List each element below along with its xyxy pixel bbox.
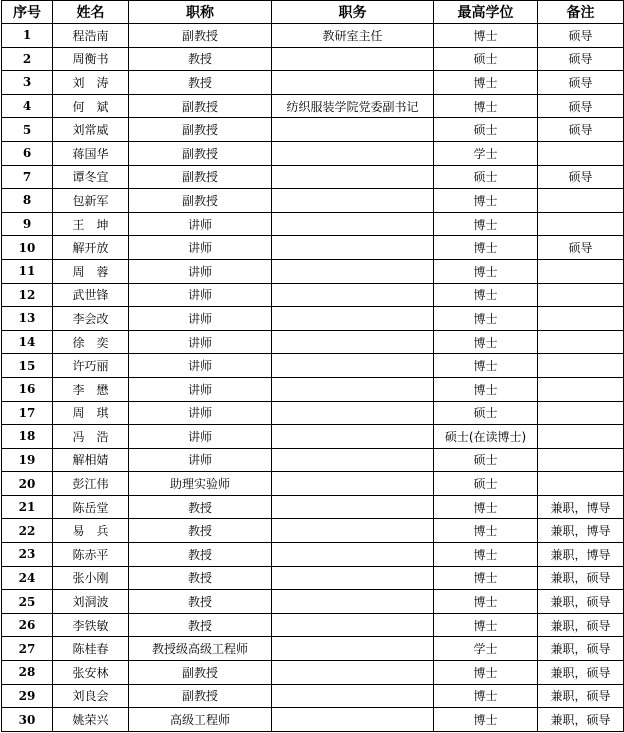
cell-no: 16 <box>2 377 53 401</box>
cell-position <box>272 377 434 401</box>
cell-no: 7 <box>2 165 53 189</box>
cell-note <box>538 212 624 236</box>
table-row <box>2 71 624 95</box>
cell-degree: 博士 <box>434 71 538 95</box>
cell-note <box>538 307 624 331</box>
cell-degree: 博士 <box>434 94 538 118</box>
table-body <box>2 24 624 732</box>
cell-title: 副教授 <box>129 141 272 165</box>
header-no: 序号 <box>2 1 53 24</box>
cell-degree: 博士 <box>434 24 538 48</box>
table-row <box>2 661 624 685</box>
table-row <box>2 330 624 354</box>
cell-note: 兼职，硕导 <box>538 637 624 661</box>
cell-title: 教授 <box>129 590 272 614</box>
cell-no: 21 <box>2 495 53 519</box>
cell-name: 解相婧 <box>53 448 129 472</box>
cell-title: 讲师 <box>129 283 272 307</box>
cell-position <box>272 566 434 590</box>
header-row <box>2 1 624 24</box>
cell-note <box>538 189 624 213</box>
cell-note: 硕导 <box>538 165 624 189</box>
cell-title: 讲师 <box>129 377 272 401</box>
cell-note: 兼职，硕导 <box>538 684 624 708</box>
cell-note <box>538 425 624 449</box>
cell-name: 李 懋 <box>53 377 129 401</box>
cell-position: 教研室主任 <box>272 24 434 48</box>
table-row <box>2 94 624 118</box>
cell-name: 姚荣兴 <box>53 708 129 732</box>
cell-name: 周 琪 <box>53 401 129 425</box>
cell-note: 兼职，硕导 <box>538 590 624 614</box>
cell-name: 易 兵 <box>53 519 129 543</box>
cell-note: 硕导 <box>538 47 624 71</box>
cell-title: 讲师 <box>129 307 272 331</box>
cell-position <box>272 47 434 71</box>
cell-note <box>538 448 624 472</box>
cell-name: 张安林 <box>53 661 129 685</box>
cell-name: 周衡书 <box>53 47 129 71</box>
table-row <box>2 543 624 567</box>
cell-note <box>538 141 624 165</box>
cell-name: 刘常威 <box>53 118 129 142</box>
cell-degree: 硕士 <box>434 448 538 472</box>
cell-no: 25 <box>2 590 53 614</box>
cell-degree: 博士 <box>434 377 538 401</box>
table-row <box>2 165 624 189</box>
cell-title: 助理实验师 <box>129 472 272 496</box>
cell-position <box>272 71 434 95</box>
cell-name: 彭江伟 <box>53 472 129 496</box>
cell-degree: 博士 <box>434 283 538 307</box>
cell-position <box>272 425 434 449</box>
table-row <box>2 236 624 260</box>
cell-note: 兼职，博导 <box>538 495 624 519</box>
header-position: 职务 <box>272 1 434 24</box>
cell-position <box>272 141 434 165</box>
cell-name: 刘良会 <box>53 684 129 708</box>
cell-title: 副教授 <box>129 165 272 189</box>
cell-note: 兼职，博导 <box>538 543 624 567</box>
cell-name: 李会改 <box>53 307 129 331</box>
cell-name: 徐 奕 <box>53 330 129 354</box>
cell-position <box>272 165 434 189</box>
header-name: 姓名 <box>53 1 129 24</box>
cell-position <box>272 236 434 260</box>
table-row <box>2 613 624 637</box>
cell-no: 15 <box>2 354 53 378</box>
cell-no: 10 <box>2 236 53 260</box>
cell-degree: 博士 <box>434 495 538 519</box>
cell-degree: 博士 <box>434 212 538 236</box>
cell-no: 4 <box>2 94 53 118</box>
cell-degree: 博士 <box>434 236 538 260</box>
cell-name: 蒋国华 <box>53 141 129 165</box>
cell-note <box>538 283 624 307</box>
cell-degree: 博士 <box>434 259 538 283</box>
cell-degree: 硕士 <box>434 47 538 71</box>
table-row <box>2 377 624 401</box>
cell-position <box>272 307 434 331</box>
cell-no: 28 <box>2 661 53 685</box>
header-degree: 最高学位 <box>434 1 538 24</box>
table-row <box>2 401 624 425</box>
cell-no: 8 <box>2 189 53 213</box>
table-row <box>2 141 624 165</box>
cell-degree: 学士 <box>434 637 538 661</box>
cell-name: 程浩南 <box>53 24 129 48</box>
cell-position <box>272 212 434 236</box>
cell-position <box>272 684 434 708</box>
cell-title: 教授 <box>129 566 272 590</box>
cell-no: 22 <box>2 519 53 543</box>
cell-name: 王 坤 <box>53 212 129 236</box>
cell-degree: 硕士 <box>434 118 538 142</box>
cell-no: 26 <box>2 613 53 637</box>
table-row <box>2 212 624 236</box>
table-row <box>2 448 624 472</box>
table-row <box>2 425 624 449</box>
cell-no: 1 <box>2 24 53 48</box>
cell-degree: 博士 <box>434 661 538 685</box>
cell-no: 3 <box>2 71 53 95</box>
cell-position <box>272 283 434 307</box>
cell-no: 23 <box>2 543 53 567</box>
cell-name: 周 蓉 <box>53 259 129 283</box>
cell-note <box>538 354 624 378</box>
cell-title: 副教授 <box>129 684 272 708</box>
cell-degree: 博士 <box>434 590 538 614</box>
header-note: 备注 <box>538 1 624 24</box>
cell-title: 讲师 <box>129 259 272 283</box>
cell-no: 24 <box>2 566 53 590</box>
cell-title: 讲师 <box>129 425 272 449</box>
cell-no: 2 <box>2 47 53 71</box>
cell-no: 18 <box>2 425 53 449</box>
cell-position <box>272 189 434 213</box>
cell-no: 29 <box>2 684 53 708</box>
cell-title: 教授 <box>129 519 272 543</box>
cell-no: 5 <box>2 118 53 142</box>
cell-title: 讲师 <box>129 330 272 354</box>
cell-name: 武世锋 <box>53 283 129 307</box>
cell-degree: 博士 <box>434 708 538 732</box>
cell-position <box>272 637 434 661</box>
cell-position <box>272 354 434 378</box>
cell-no: 6 <box>2 141 53 165</box>
cell-title: 教授级高级工程师 <box>129 637 272 661</box>
cell-degree: 硕士 <box>434 401 538 425</box>
cell-no: 20 <box>2 472 53 496</box>
cell-no: 19 <box>2 448 53 472</box>
cell-name: 解开放 <box>53 236 129 260</box>
cell-note: 兼职，硕导 <box>538 613 624 637</box>
cell-title: 副教授 <box>129 661 272 685</box>
cell-title: 讲师 <box>129 401 272 425</box>
cell-note: 硕导 <box>538 71 624 95</box>
cell-degree: 博士 <box>434 189 538 213</box>
cell-title: 副教授 <box>129 189 272 213</box>
table-row <box>2 566 624 590</box>
cell-title: 教授 <box>129 543 272 567</box>
cell-position <box>272 613 434 637</box>
cell-position <box>272 519 434 543</box>
cell-position <box>272 472 434 496</box>
cell-position <box>272 495 434 519</box>
table-row <box>2 24 624 48</box>
cell-note: 硕导 <box>538 94 624 118</box>
cell-note: 兼职，硕导 <box>538 661 624 685</box>
table-row <box>2 259 624 283</box>
table-row <box>2 354 624 378</box>
cell-position <box>272 590 434 614</box>
cell-position <box>272 661 434 685</box>
cell-degree: 硕士(在读博士) <box>434 425 538 449</box>
cell-position <box>272 448 434 472</box>
cell-name: 刘洞波 <box>53 590 129 614</box>
cell-title: 讲师 <box>129 236 272 260</box>
cell-name: 谭冬宜 <box>53 165 129 189</box>
cell-degree: 博士 <box>434 354 538 378</box>
table-row <box>2 307 624 331</box>
table-row <box>2 189 624 213</box>
cell-position <box>272 259 434 283</box>
cell-position <box>272 401 434 425</box>
table-header <box>2 1 624 24</box>
cell-degree: 博士 <box>434 543 538 567</box>
table-row <box>2 590 624 614</box>
cell-title: 副教授 <box>129 118 272 142</box>
cell-degree: 博士 <box>434 519 538 543</box>
cell-title: 副教授 <box>129 24 272 48</box>
cell-note: 兼职，硕导 <box>538 708 624 732</box>
header-title: 职称 <box>129 1 272 24</box>
cell-degree: 硕士 <box>434 165 538 189</box>
cell-degree: 博士 <box>434 307 538 331</box>
cell-note: 硕导 <box>538 118 624 142</box>
cell-degree: 博士 <box>434 566 538 590</box>
cell-note <box>538 259 624 283</box>
cell-degree: 博士 <box>434 684 538 708</box>
cell-note <box>538 472 624 496</box>
cell-position <box>272 118 434 142</box>
cell-name: 许巧丽 <box>53 354 129 378</box>
cell-name: 陈岳堂 <box>53 495 129 519</box>
cell-title: 讲师 <box>129 212 272 236</box>
cell-title: 教授 <box>129 47 272 71</box>
cell-title: 高级工程师 <box>129 708 272 732</box>
cell-position <box>272 543 434 567</box>
cell-name: 何 斌 <box>53 94 129 118</box>
cell-position <box>272 330 434 354</box>
cell-name: 陈桂春 <box>53 637 129 661</box>
cell-note <box>538 401 624 425</box>
cell-title: 教授 <box>129 495 272 519</box>
cell-name: 张小刚 <box>53 566 129 590</box>
table-row <box>2 708 624 732</box>
cell-note: 硕导 <box>538 24 624 48</box>
cell-no: 17 <box>2 401 53 425</box>
cell-note <box>538 330 624 354</box>
table-row <box>2 47 624 71</box>
table-row <box>2 472 624 496</box>
cell-degree: 硕士 <box>434 472 538 496</box>
cell-degree: 博士 <box>434 330 538 354</box>
table-row <box>2 495 624 519</box>
cell-name: 冯 浩 <box>53 425 129 449</box>
table-row <box>2 283 624 307</box>
cell-no: 12 <box>2 283 53 307</box>
cell-degree: 学士 <box>434 141 538 165</box>
cell-title: 讲师 <box>129 354 272 378</box>
cell-no: 14 <box>2 330 53 354</box>
table-row <box>2 118 624 142</box>
cell-note: 硕导 <box>538 236 624 260</box>
cell-no: 13 <box>2 307 53 331</box>
cell-position <box>272 708 434 732</box>
table-row <box>2 684 624 708</box>
cell-title: 教授 <box>129 71 272 95</box>
cell-title: 副教授 <box>129 94 272 118</box>
cell-name: 李铁敏 <box>53 613 129 637</box>
cell-title: 教授 <box>129 613 272 637</box>
cell-no: 30 <box>2 708 53 732</box>
cell-degree: 博士 <box>434 613 538 637</box>
cell-name: 包新军 <box>53 189 129 213</box>
cell-no: 11 <box>2 259 53 283</box>
cell-note <box>538 377 624 401</box>
cell-note: 兼职，硕导 <box>538 566 624 590</box>
cell-position: 纺织服装学院党委副书记 <box>272 94 434 118</box>
table-row <box>2 519 624 543</box>
cell-name: 陈赤平 <box>53 543 129 567</box>
cell-no: 9 <box>2 212 53 236</box>
table-row <box>2 637 624 661</box>
staff-table <box>1 0 624 732</box>
cell-no: 27 <box>2 637 53 661</box>
cell-name: 刘 涛 <box>53 71 129 95</box>
cell-note: 兼职，博导 <box>538 519 624 543</box>
cell-title: 讲师 <box>129 448 272 472</box>
